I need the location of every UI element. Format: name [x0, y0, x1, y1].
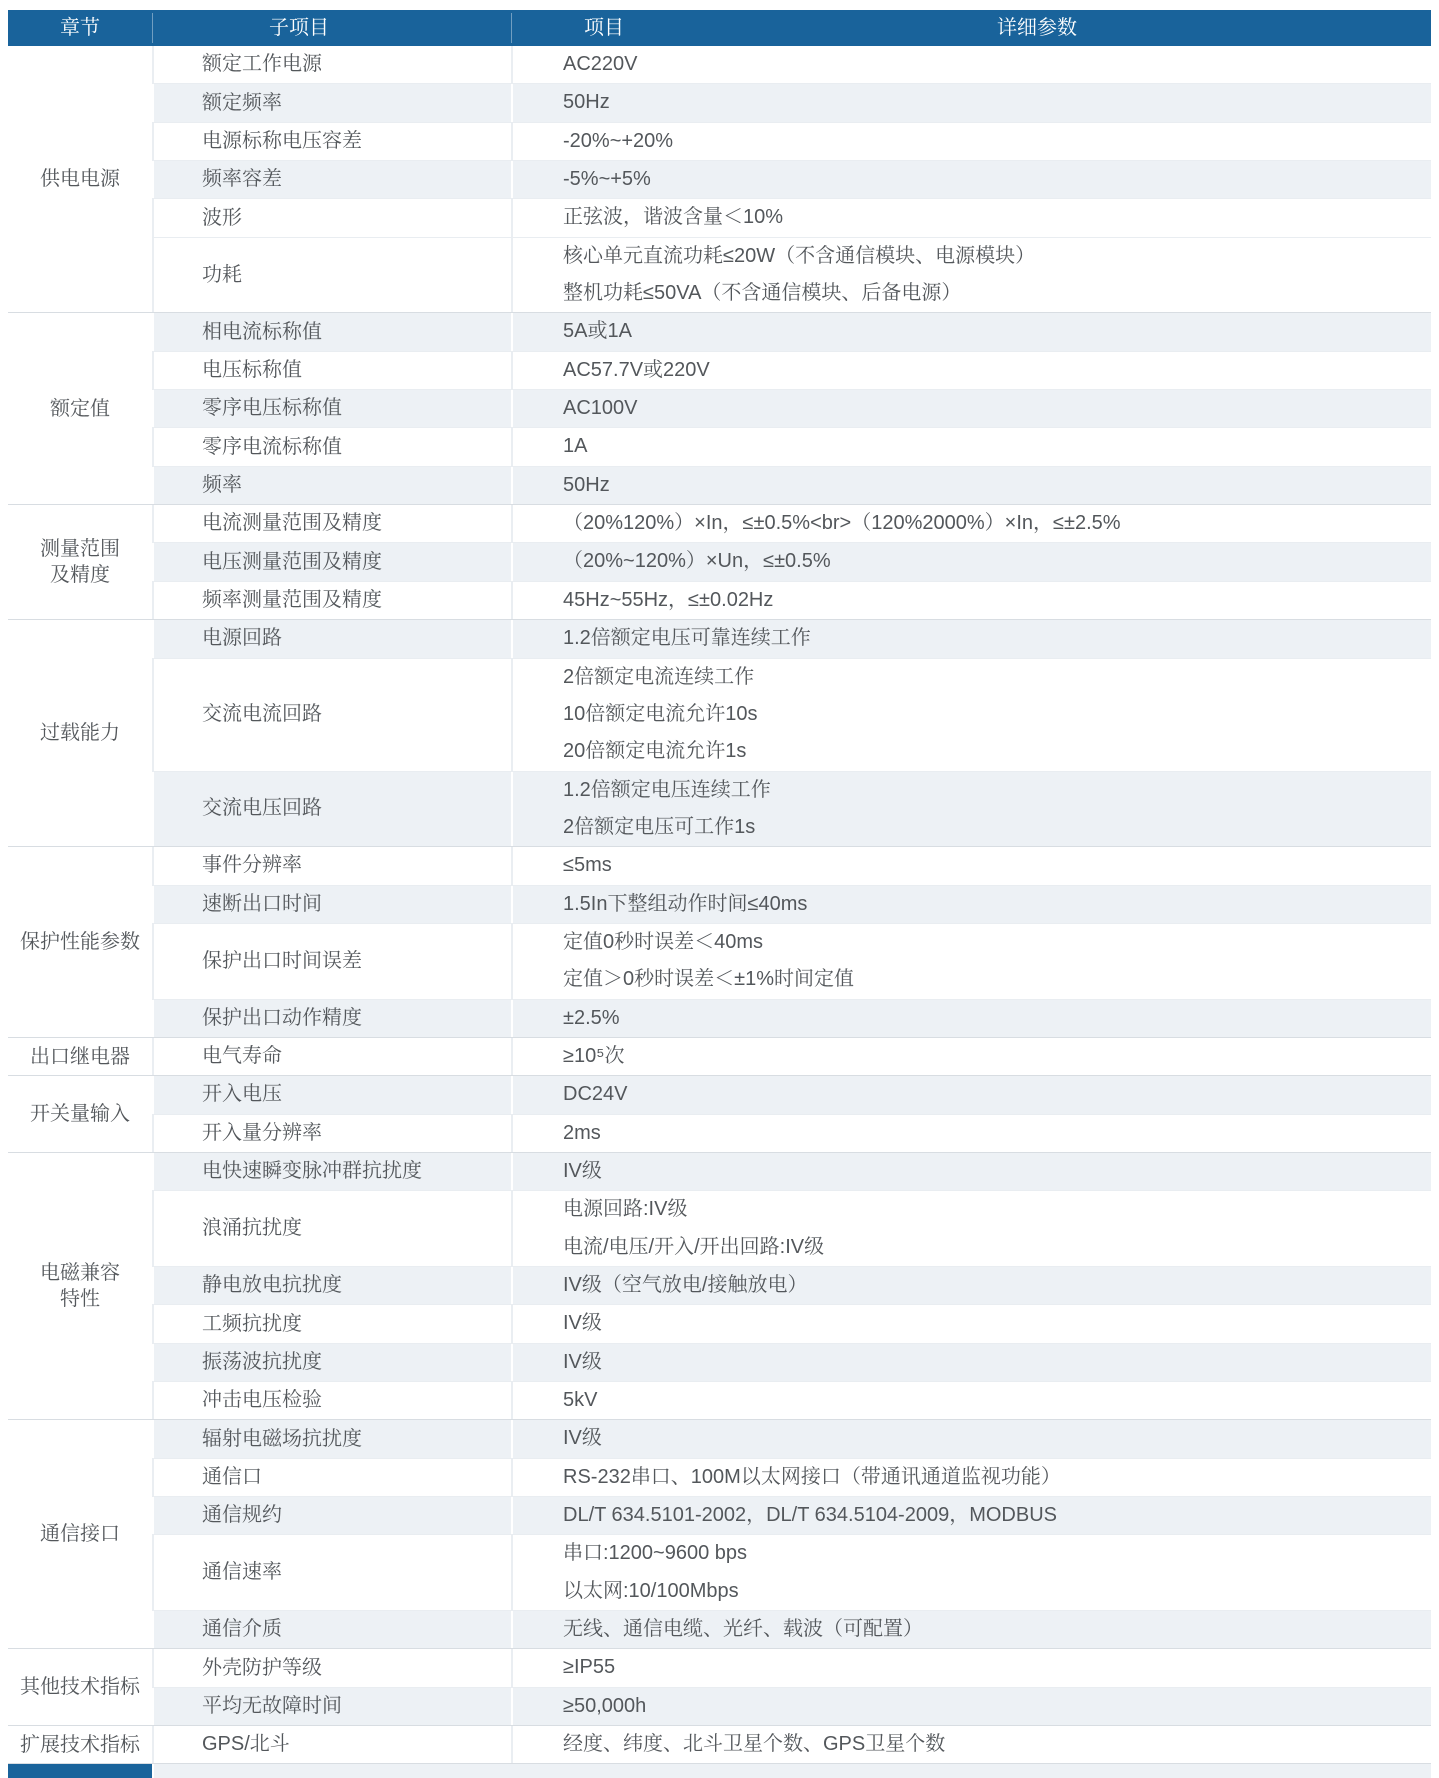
param-line: （20%~120%）×Un，≤±0.5% [563, 550, 831, 573]
param-line: AC57.7V或220V [563, 358, 710, 381]
col-header-subitem: 子项目 [269, 17, 329, 39]
sub-item-cell: 外壳防护等级 [152, 1649, 511, 1686]
param-line: 正弦波，谐波含量＜10% [563, 206, 784, 229]
param-line: ≤5ms [563, 854, 612, 877]
sub-item-cell: 事件分辨率 [152, 847, 511, 884]
sub-item-cell: 频率容差 [152, 161, 511, 198]
param-line: 经度、纬度、北斗卫星个数、GPS卫星个数 [563, 1733, 946, 1756]
param-line: 45Hz~55Hz，≤±0.02Hz [563, 588, 774, 611]
param-line: IV级 [563, 1427, 602, 1450]
table-row [152, 237, 1431, 313]
param-line: 串口:1200~9600 bps [563, 1542, 748, 1565]
table-body [8, 46, 1431, 1763]
section-label [8, 505, 152, 619]
table-row [152, 83, 1431, 121]
table-row [152, 122, 1431, 160]
section-rows [152, 847, 1431, 1037]
sub-item-cell: 电快速瞬变脉冲群抗扰度 [152, 1153, 511, 1190]
param-cell [511, 1459, 1431, 1496]
table-row [152, 1534, 1431, 1610]
param-cell [511, 161, 1431, 198]
sub-item-cell: 波形 [152, 199, 511, 236]
table-row [152, 847, 1431, 884]
sub-item-cell: 辐射电磁场抗扰度 [152, 1420, 511, 1457]
param-line: DC24V [563, 1083, 628, 1106]
sub-item-cell: 电气寿命 [152, 1038, 511, 1075]
sub-item-cell: 速断出口时间 [152, 886, 511, 923]
param-cell [511, 46, 1431, 83]
table-row [152, 923, 1431, 999]
sub-item-cell: 零序电压标称值 [152, 390, 511, 427]
section-label [8, 1726, 152, 1763]
param-cell [511, 847, 1431, 884]
section-rows [152, 46, 1431, 312]
param-line: IV级（空气放电/接触放电） [563, 1274, 808, 1296]
table-row [152, 46, 1431, 83]
table-row [152, 1266, 1431, 1304]
table-row [152, 999, 1431, 1037]
param-cell [511, 1038, 1431, 1075]
table-row [152, 1038, 1431, 1075]
param-cell [511, 1726, 1431, 1763]
sub-item-cell: 电源回路 [152, 620, 511, 657]
section-label [8, 1076, 152, 1152]
param-cell [511, 467, 1431, 504]
param-cell [511, 1497, 1431, 1534]
param-line: 1.2倍额定电压连续工作 [563, 778, 771, 801]
section-label-line: 出口继电器 [30, 1045, 130, 1068]
param-cell [511, 238, 1431, 313]
sub-item-cell: 功耗 [152, 238, 511, 313]
sub-item-cell: 浪涌抗扰度 [152, 1191, 511, 1266]
param-line: 5kV [563, 1389, 598, 1412]
section-rows [152, 1649, 1431, 1725]
sub-item-cell: GPS/北斗 [152, 1726, 511, 1763]
section [8, 1725, 1431, 1763]
table-row [152, 1649, 1431, 1686]
sub-item-cell: 平均无故障时间 [152, 1688, 511, 1725]
section-rows [152, 1038, 1431, 1075]
section-label-line: 特性 [60, 1288, 100, 1311]
table-row [152, 581, 1431, 619]
param-line: AC220V [563, 53, 638, 75]
param-cell [511, 123, 1431, 160]
section [8, 504, 1431, 619]
table-row [152, 658, 1431, 771]
table-row [152, 620, 1431, 657]
table-row [152, 771, 1431, 847]
section-label-line: 额定值 [50, 397, 110, 420]
table-row [152, 1153, 1431, 1190]
col-header-chapter: 章节 [60, 17, 100, 39]
table-row [152, 351, 1431, 389]
section-label-line: 及精度 [50, 564, 110, 587]
header-divider [152, 13, 153, 43]
section-label [8, 313, 152, 504]
table-row [152, 542, 1431, 580]
sub-item-cell: 交流电流回路 [152, 659, 511, 771]
table-row [152, 1343, 1431, 1381]
table-row [152, 1076, 1431, 1113]
section-label [8, 620, 152, 846]
section [8, 1152, 1431, 1419]
param-cell [511, 1115, 1431, 1152]
param-cell [511, 1000, 1431, 1037]
param-line: 无线、通信电缆、光纤、载波（可配置） [563, 1618, 923, 1641]
section [8, 1037, 1431, 1075]
partial-next-row [8, 1763, 1431, 1778]
param-cell [511, 1420, 1431, 1457]
param-cell [511, 390, 1431, 427]
param-cell [511, 924, 1431, 999]
param-cell [511, 1191, 1431, 1266]
table-row [152, 1420, 1431, 1457]
param-line: 2倍额定电流连续工作 [563, 665, 755, 688]
section-rows [152, 1726, 1431, 1763]
section-label-line: 保护性能参数 [20, 931, 140, 954]
param-line: 2ms [563, 1121, 601, 1144]
partial-rest-cell [152, 1764, 1431, 1778]
sub-item-cell: 静电放电抗扰度 [152, 1267, 511, 1304]
param-line: 50Hz [563, 91, 610, 114]
section-rows [152, 505, 1431, 619]
param-cell [511, 1344, 1431, 1381]
param-cell [511, 1267, 1431, 1304]
table-row [152, 1687, 1431, 1725]
section-label [8, 1420, 152, 1648]
table-row [152, 885, 1431, 923]
table-row [152, 1304, 1431, 1342]
param-cell [511, 84, 1431, 121]
sub-item-cell: 保护出口时间误差 [152, 924, 511, 999]
param-line: 以太网:10/100Mbps [563, 1579, 739, 1602]
section [8, 846, 1431, 1037]
param-cell [511, 620, 1431, 657]
param-cell [511, 352, 1431, 389]
table-row [152, 313, 1431, 350]
param-cell [511, 313, 1431, 350]
sub-item-cell: 交流电压回路 [152, 772, 511, 847]
table-row [152, 1496, 1431, 1534]
section-label [8, 1649, 152, 1725]
section-label [8, 847, 152, 1037]
param-cell [511, 1649, 1431, 1686]
table-row [152, 1726, 1431, 1763]
section [8, 1075, 1431, 1152]
param-cell [511, 886, 1431, 923]
param-cell [511, 1076, 1431, 1113]
sub-item-cell: 电压测量范围及精度 [152, 543, 511, 580]
sub-item-cell: 通信介质 [152, 1611, 511, 1648]
param-cell [511, 659, 1431, 771]
section-rows [152, 1420, 1431, 1648]
param-line: 定值＞0秒时误差＜±1%时间定值 [563, 968, 855, 991]
section-label-line: 通信接口 [40, 1523, 120, 1546]
section [8, 1648, 1431, 1725]
param-cell [511, 505, 1431, 542]
param-line: 20倍额定电流允许1s [563, 740, 747, 763]
param-line: 整机功耗≤50VA（不含通信模块、后备电源） [563, 282, 962, 305]
col-header-params: 详细参数 [997, 17, 1077, 39]
section [8, 312, 1431, 504]
param-line: ≥IP55 [563, 1656, 616, 1679]
partial-chapter-cell [8, 1764, 152, 1778]
table-row [152, 427, 1431, 465]
sub-item-cell: 开入量分辨率 [152, 1115, 511, 1152]
table-row [152, 466, 1431, 504]
sub-item-cell: 频率 [152, 467, 511, 504]
sub-item-cell: 工频抗扰度 [152, 1305, 511, 1342]
param-cell [511, 1153, 1431, 1190]
sub-item-cell: 额定工作电源 [152, 46, 511, 83]
spec-table [8, 10, 1431, 1778]
table-row [152, 1610, 1431, 1648]
param-cell [511, 199, 1431, 236]
sub-item-cell: 相电流标称值 [152, 313, 511, 350]
section-label-line: 开关量输入 [30, 1103, 130, 1126]
table-row [152, 1190, 1431, 1266]
section-rows [152, 1153, 1431, 1419]
param-line: 电源回路:IV级 [563, 1198, 688, 1221]
section-label-line: 供电电源 [40, 168, 120, 191]
sub-item-cell: 电压标称值 [152, 352, 511, 389]
param-line: -5%~+5% [563, 168, 651, 191]
param-line: IV级 [563, 1350, 602, 1373]
section-label-line: 过载能力 [40, 722, 120, 745]
sub-item-cell: 通信速率 [152, 1535, 511, 1610]
section [8, 619, 1431, 846]
section-rows [152, 620, 1431, 846]
param-line: 1A [563, 435, 588, 458]
table-row [152, 389, 1431, 427]
section-rows [152, 1076, 1431, 1152]
param-line: 50Hz [563, 473, 610, 496]
section-label-line: 测量范围 [40, 538, 120, 561]
section-rows [152, 313, 1431, 504]
section-label-line: 其他技术指标 [20, 1676, 140, 1699]
param-cell [511, 1611, 1431, 1648]
table-row [152, 198, 1431, 236]
param-line: RS-232串口、100M以太网接口（带通讯通道监视功能） [563, 1465, 1061, 1488]
sub-item-cell: 通信口 [152, 1459, 511, 1496]
param-cell [511, 1305, 1431, 1342]
section [8, 1419, 1431, 1648]
param-line: AC100V [563, 397, 638, 420]
table-header [8, 10, 1431, 46]
section-label [8, 1153, 152, 1419]
param-line: ≥10⁵次 [563, 1044, 625, 1067]
param-cell [511, 1382, 1431, 1419]
param-cell [511, 1688, 1431, 1725]
param-line: （20%120%）×In，≤±0.5%<br>（120%2000%）×In，≤±2.5% [563, 512, 1121, 535]
param-line: 电流/电压/开入/开出回路:IV级 [563, 1235, 825, 1258]
table-row [152, 160, 1431, 198]
table-row [152, 1114, 1431, 1152]
table-row [152, 505, 1431, 542]
sub-item-cell: 冲击电压检验 [152, 1382, 511, 1419]
param-cell [511, 772, 1431, 847]
sub-item-cell: 电源标称电压容差 [152, 123, 511, 160]
param-line: 1.5In下整组动作时间≤40ms [563, 892, 808, 915]
table-row [152, 1458, 1431, 1496]
param-line: 核心单元直流功耗≤20W（不含通信模块、电源模块） [563, 244, 1036, 267]
section-label-line: 电磁兼容 [40, 1262, 120, 1285]
sub-item-cell: 振荡波抗扰度 [152, 1344, 511, 1381]
param-line: 5A或1A [563, 320, 632, 343]
param-cell [511, 1535, 1431, 1610]
sub-item-cell: 频率测量范围及精度 [152, 582, 511, 619]
param-line: 2倍额定电压可工作1s [563, 815, 756, 838]
param-line: 1.2倍额定电压可靠连续工作 [563, 627, 811, 650]
sub-item-cell: 零序电流标称值 [152, 428, 511, 465]
sub-item-cell: 通信规约 [152, 1497, 511, 1534]
table-row [152, 1381, 1431, 1419]
param-cell [511, 428, 1431, 465]
sub-item-cell: 额定频率 [152, 84, 511, 121]
param-cell [511, 543, 1431, 580]
section [8, 46, 1431, 312]
section-label [8, 46, 152, 312]
param-line: ±2.5% [563, 1006, 620, 1029]
sub-item-cell: 开入电压 [152, 1076, 511, 1113]
param-line: 10倍额定电流允许10s [563, 702, 758, 725]
header-divider [511, 13, 512, 43]
param-line: -20%~+20% [563, 129, 674, 152]
section-label-line: 扩展技术指标 [20, 1733, 140, 1756]
param-line: IV级 [563, 1159, 602, 1182]
param-line: DL/T 634.5101-2002，DL/T 634.5104-2009，MODBUS [563, 1504, 1057, 1527]
sub-item-cell: 电流测量范围及精度 [152, 505, 511, 542]
param-cell [511, 582, 1431, 619]
col-header-item: 项目 [584, 17, 624, 39]
param-line: 定值0秒时误差＜40ms [563, 930, 764, 953]
param-line: ≥50,000h [563, 1694, 647, 1717]
param-line: IV级 [563, 1312, 602, 1335]
section-label [8, 1038, 152, 1075]
sub-item-cell: 保护出口动作精度 [152, 1000, 511, 1037]
